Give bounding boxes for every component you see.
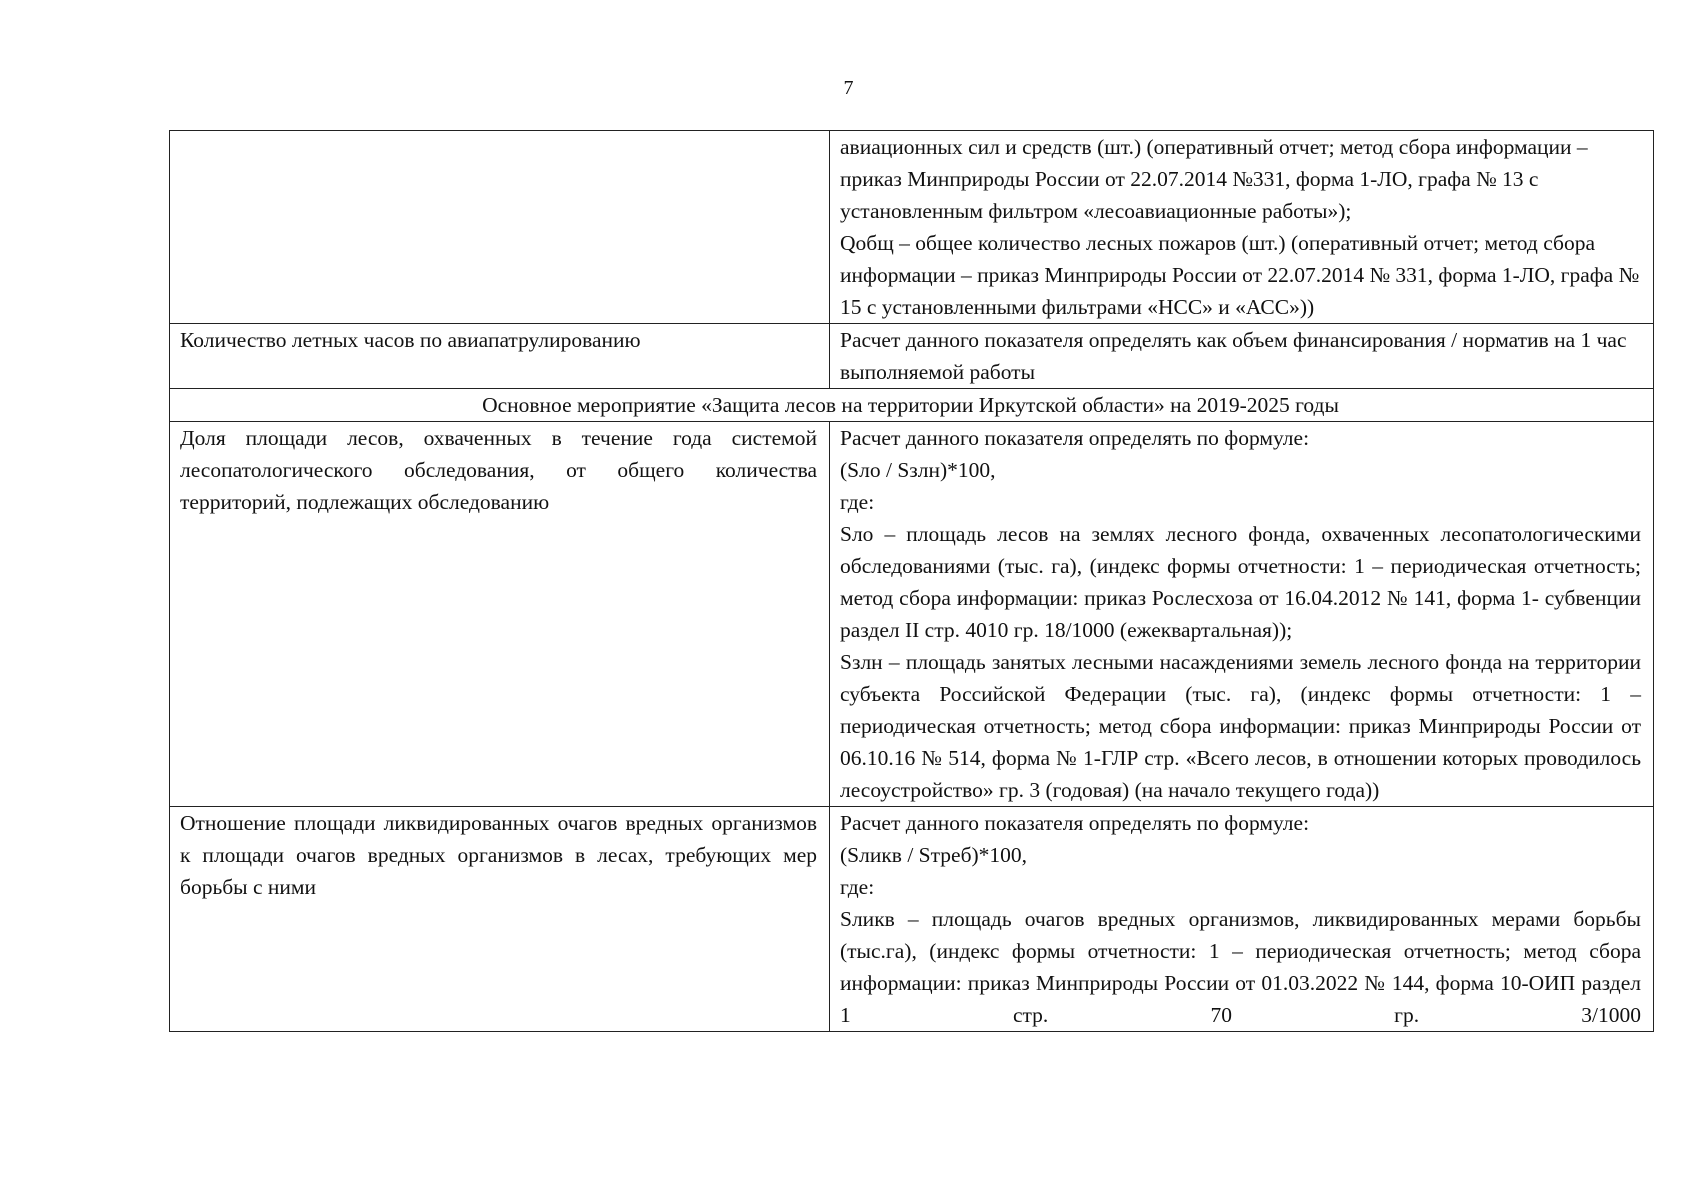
calculation-method-cell xyxy=(830,324,1654,389)
section-row xyxy=(170,389,1654,422)
indicator-name-cell: Количество летных часов по авиапатрулированию xyxy=(170,324,830,389)
indicator-name-cell: Доля площади лесов, охваченных в течение года системой лесопатологического обследования, от общего количества территорий, подлежащих обследованию xyxy=(170,422,830,807)
method-paragraph: Qобщ – общее количество лесных пожаров (шт.) (оперативный отчет; метод сбора информации – приказ Минприроды России от 22.07.2014 № 331, форма 1-ЛО, графа № 15 с установленными фильтрами «НСС» и «АСС»)) xyxy=(840,231,1640,319)
section-heading: Основное мероприятие «Защита лесов на территории Иркутской области» на 2019-2025 годы xyxy=(170,389,1654,422)
indicator-table xyxy=(169,130,1654,1032)
method-paragraph: авиационных сил и средств (шт.) (оперативный отчет; метод сбора информации – приказ Минприроды России от 22.07.2014 №331, форма 1-ЛО, графа № 13 с установленным фильтром «лесоавиационные работы»); xyxy=(840,135,1588,223)
indicator-name-cell: Отношение площади ликвидированных очагов вредных организмов к площади очагов вредных организмов в лесах, требующих мер борьбы с ними xyxy=(170,807,830,1032)
formula-variable-definition: Sликв – площадь очагов вредных организмов, ликвидированных мерами борьбы (тыс.га), (индекс формы отчетности: 1 – периодическая отчетность; метод сбора информации: приказ Минприроды России от 01.03.2022 № 144, форма 10-ОИП раздел 1 стр. 70 гр. 3/1000 xyxy=(840,907,1641,1027)
table-row xyxy=(170,324,1654,389)
method-paragraph: Расчет данного показателя определять как объем финансирования / норматив на 1 час выполняемой работы xyxy=(840,328,1627,384)
calculation-method-cell xyxy=(830,131,1654,324)
table-row xyxy=(170,131,1654,324)
table-row xyxy=(170,807,1654,1032)
indicator-name-cell xyxy=(170,131,830,324)
calculation-method-cell xyxy=(830,807,1654,1032)
formula-where: где: xyxy=(840,490,875,514)
formula-variable-definition: Sзлн – площадь занятых лесными насаждениями земель лесного фонда на территории субъекта Российской Федерации (тыс. га), (индекс формы отчетности: 1 – периодическая отчетность; метод сбора информации: приказ Минприроды России от 06.10.16 № 514, форма № 1-ГЛР стр. «Всего лесов, в отношении которых проводилось лесоустройство» гр. 3 (годовая) (на начало текущего года)) xyxy=(840,650,1641,802)
formula-where: где: xyxy=(840,875,875,899)
page-number: 7 xyxy=(843,77,854,99)
formula: (Sло / Sзлн)*100, xyxy=(840,458,996,482)
table-row xyxy=(170,422,1654,807)
formula-intro: Расчет данного показателя определять по формуле: xyxy=(840,426,1310,450)
calculation-method-cell xyxy=(830,422,1654,807)
formula: (Sликв / Sтреб)*100, xyxy=(840,843,1028,867)
formula-intro: Расчет данного показателя определять по формуле: xyxy=(840,811,1310,835)
formula-variable-definition: Sло – площадь лесов на землях лесного фонда, охваченных лесопатологическими обследованиями (тыс. га), (индекс формы отчетности: 1 – периодическая отчетность; метод сбора информации: приказ Рослесхоза от 16.04.2012 № 141, форма 1- субвенции раздел II стр. 4010 гр. 18/1000 (ежеквартальная)); xyxy=(840,522,1641,642)
